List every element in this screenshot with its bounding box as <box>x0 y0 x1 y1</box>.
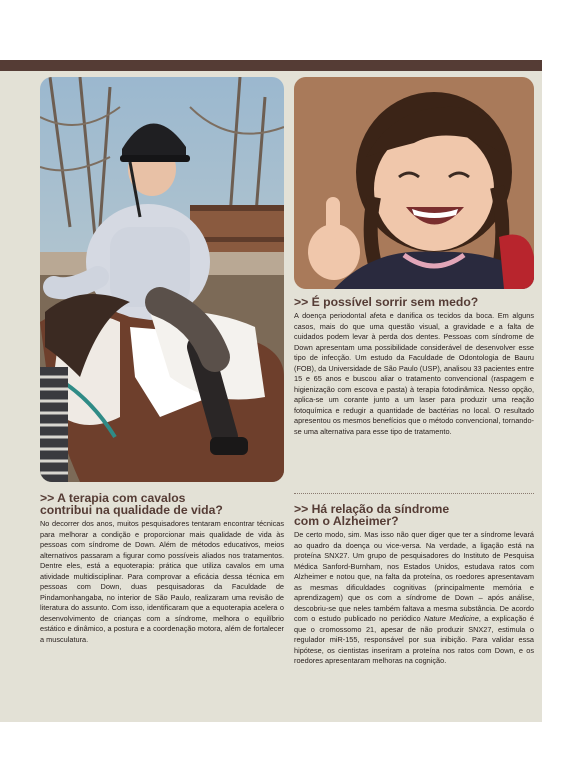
body-part-1: De certo modo, sim. Mas isso não quer diger que ter a síndrome levará ao quadro da doença ou vice-versa. Na verdade, a ligação está na proteína SNX27. Um grupo de pesquisadores do Instituto de Pesquisa Médica Sanford-Burnham, nos Estados Unidos, estudava ratos com Alzheimer e notou que, na falta da proteína, os roedores apresentavam as mesmas dificuldades cognitivas (principalmente memória e aprendizagem) que os com a síndrome de Down – após análise, descobriu-se que neles também faltava a mesma substância. De acordo com o estudo publicado no periódico <box>294 530 534 623</box>
section-heading: >> A terapia com cavalos contribui na qualidade de vida? <box>40 491 223 517</box>
section-body: No decorrer dos anos, muitos pesquisadores tentaram encontrar técnicas para melhorar a condição e proporcionar mais qualidade de vida às pessoas com síndrome de Down. Além de métodos educativos, meios alternativos passaram a figurar como possíveis aliados nos tratamentos. Dentre eles, está a equoterapia: prática que utiliza cavalos em uma atividade multidisciplinar. Para comprovar a eficácia dessa técnica em pessoas com Down, duas pesquisadoras da Faculdade de Pindamonhangaba, no interior de São Paulo, realizaram uma revisão de literatura do assunto. Com isso, identificaram que a equoterapia acelera o desenvolvimento de crianças com a síndrome, melhora o equilíbrio estático e dinâmico, a postura e a coordenação motora, além de fortalecer a musculatura. <box>40 519 284 644</box>
dotted-divider <box>294 493 534 494</box>
smiling-girl-photo <box>294 77 534 289</box>
section-heading: >> É possível sorrir sem medo? <box>294 295 479 309</box>
body-part-2: , a explicação é que o cromossomo 21, apesar de não produzir SNX27, estimula o regulador miR-155, responsável por sua inibição. Para validar essa hipótese, os cientistas inseriram a proteína nos ratos com Down, e os roedores apresentaram melhoras na cognição. <box>294 614 534 665</box>
section-body <box>294 530 534 667</box>
horse-therapy-photo <box>40 77 284 482</box>
section-horse-therapy <box>40 492 284 645</box>
right-margin <box>542 0 576 758</box>
bottom-margin <box>0 722 576 758</box>
header-rule <box>0 60 542 71</box>
section-periodontal <box>294 296 534 437</box>
section-body: A doença periodontal afeta e danifica os tecidos da boca. Em alguns casos, mais do que uma questão visual, a gravidade e a falta de cuidados podem levar à perda dos dentes. Pessoas com síndrome de Down apresentam uma possibilidade considerável de desenvolver esse tipo de infecção. Um estudo da Faculdade de Odontologia de Bauru (FOB), da Universidade de São Paulo (USP), analisou 33 pacientes entre 15 e 65 anos e buscou aliar o tratamento convencional (raspagem e higienização com escova e pasta) à terapia fotodinâmica. Nesso opção, aplica-se um corante junto a um laser para produzir uma reação fotoquímica e redugir a quantidade de bactérias no local. O resultado apresentou os mesmos benefícios que o método convencional, tornando-se uma alternativa para esse tipo de tratamento. <box>294 311 534 436</box>
section-alzheimer <box>294 503 534 667</box>
journal-name: Nature Medicine <box>423 614 479 623</box>
top-margin <box>0 0 576 60</box>
section-heading: >> Há relação da síndrome com o Alzheimer? <box>294 502 450 528</box>
